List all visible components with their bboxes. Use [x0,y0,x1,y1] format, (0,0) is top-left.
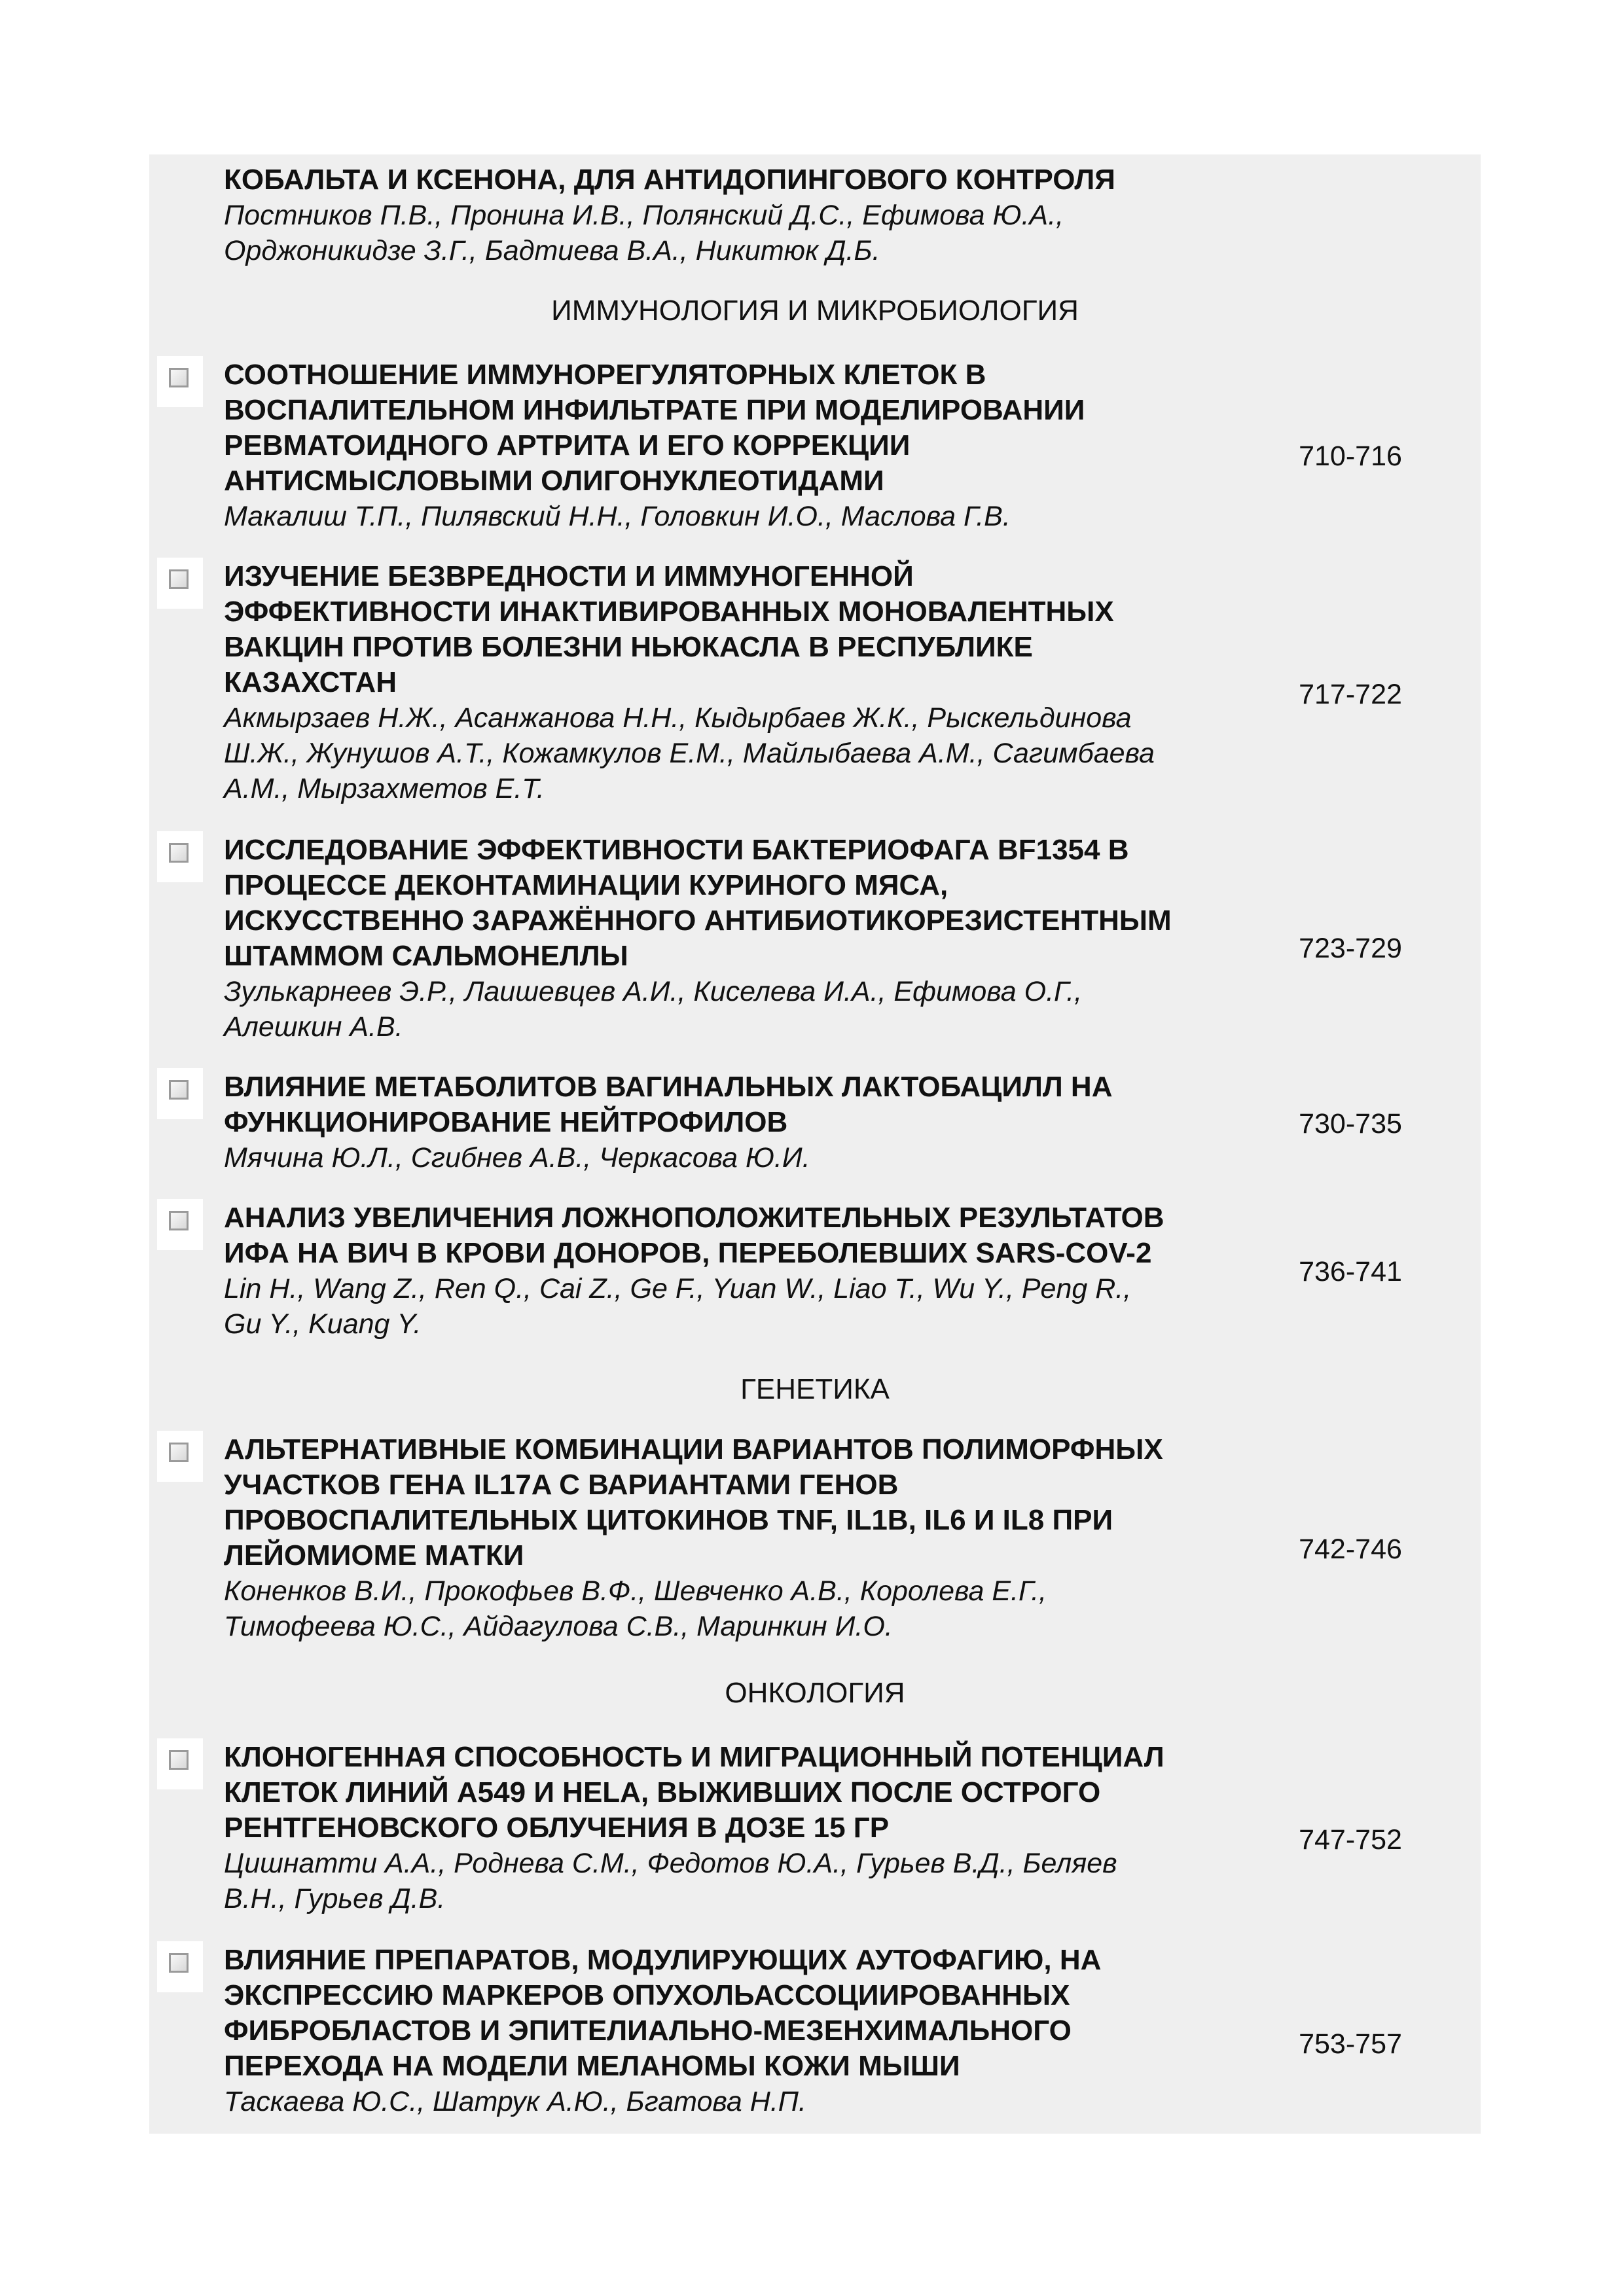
entry-authors-line: Мячина Ю.Л., Сгибнев А.В., Черкасова Ю.И. [224,1142,810,1174]
entry-pages: 747-752 [1299,1824,1402,1856]
entry-pages: 730-735 [1299,1108,1402,1139]
checkbox-icon [169,1443,189,1462]
entry-title-line[interactable]: ПЕРЕХОДА НА МОДЕЛИ МЕЛАНОМЫ КОЖИ МЫШИ [224,2050,960,2082]
entry-title-line[interactable]: ИЗУЧЕНИЕ БЕЗВРЕДНОСТИ И ИММУНОГЕННОЙ [224,560,914,592]
section-heading-genetics: ГЕНЕТИКА [740,1373,890,1405]
entry-checkbox[interactable] [157,1738,203,1789]
entry-checkbox[interactable] [157,558,203,609]
entry-authors-line: Lin H., Wang Z., Ren Q., Cai Z., Ge F., Yuan W., Liao T., Wu Y., Peng R., [224,1273,1132,1304]
entry-authors-line: Орджоникидзе З.Г., Бадтиева В.А., Никитюк Д.Б. [224,235,880,266]
entry-title-line[interactable]: ВЛИЯНИЕ МЕТАБОЛИТОВ ВАГИНАЛЬНЫХ ЛАКТОБАЦИЛЛ НА [224,1071,1113,1103]
entry-title-line[interactable]: ФИБРОБЛАСТОВ И ЭПИТЕЛИАЛЬНО-МЕЗЕНХИМАЛЬНОГО [224,2015,1072,2047]
entry-title-line[interactable]: КАЗАХСТАН [224,666,397,698]
entry-authors-line: Ш.Ж., Жунушов А.Т., Кожамкулов Е.М., Майлыбаева А.М., Сагимбаева [224,738,1155,769]
entry-title-line[interactable]: ИСКУССТВЕННО ЗАРАЖЁННОГО АНТИБИОТИКОРЕЗИСТЕНТНЫМ [224,905,1172,937]
entry-authors-line: Постников П.В., Пронина И.В., Полянский Д.С., Ефимова Ю.А., [224,200,1064,231]
entry-title-line[interactable]: УЧАСТКОВ ГЕНА IL17A С ВАРИАНТАМИ ГЕНОВ [224,1469,899,1501]
section-heading-oncology: ОНКОЛОГИЯ [725,1677,905,1709]
entry-text [224,559,1389,806]
entry-text [224,1943,1389,2119]
checkbox-icon [169,368,189,387]
entry-authors-line: Таскаева Ю.С., Шатрук А.Ю., Бгатова Н.П. [224,2086,806,2117]
entry-title-line[interactable]: АЛЬТЕРНАТИВНЫЕ КОМБИНАЦИИ ВАРИАНТОВ ПОЛИМОРФНЫХ [224,1433,1163,1465]
entry-title-line[interactable]: ФУНКЦИОНИРОВАНИЕ НЕЙТРОФИЛОВ [224,1106,788,1138]
entry-authors-line: Зулькарнеев Э.Р., Лаишевцев А.И., Киселева И.А., Ефимова О.Г., [224,976,1083,1007]
entry-title-line[interactable]: ЭФФЕКТИВНОСТИ ИНАКТИВИРОВАННЫХ МОНОВАЛЕНТНЫХ [224,596,1114,628]
entry-title-line[interactable]: РЕВМАТОИДНОГО АРТРИТА И ЕГО КОРРЕКЦИИ [224,429,911,461]
entry-title-line[interactable]: АНАЛИЗ УВЕЛИЧЕНИЯ ЛОЖНОПОЛОЖИТЕЛЬНЫХ РЕЗУЛЬТАТОВ [224,1202,1164,1234]
entry-pages: 753-757 [1299,2028,1402,2060]
entry-title-line[interactable]: ШТАММОМ САЛЬМОНЕЛЛЫ [224,940,628,972]
entry-pages: 736-741 [1299,1256,1402,1287]
entry-title-line[interactable]: РЕНТГЕНОВСКОГО ОБЛУЧЕНИЯ В ДОЗЕ 15 ГР [224,1812,890,1844]
entry-title-line[interactable]: СООТНОШЕНИЕ ИММУНОРЕГУЛЯТОРНЫХ КЛЕТОК В [224,359,986,391]
entry-text [224,162,1389,268]
checkbox-icon [169,1211,189,1230]
entry-authors-line: Коненков В.И., Прокофьев В.Ф., Шевченко А.В., Королева Е.Г., [224,1575,1047,1607]
entry-authors-line: В.Н., Гурьев Д.В. [224,1883,446,1914]
entry-pages: 717-722 [1299,679,1402,710]
entry-title-line[interactable]: ВЛИЯНИЕ ПРЕПАРАТОВ, МОДУЛИРУЮЩИХ АУТОФАГИЮ, НА [224,1944,1102,1976]
entry-authors-line: Алешкин А.В. [224,1011,403,1043]
entry-authors-line: Макалиш Т.П., Пилявский Н.Н., Головкин И.О., Маслова Г.В. [224,501,1011,532]
entry-title-line[interactable]: ИССЛЕДОВАНИЕ ЭФФЕКТИВНОСТИ БАКТЕРИОФАГА BF1354 В [224,834,1129,866]
entry-title-line[interactable]: ИФА НА ВИЧ В КРОВИ ДОНОРОВ, ПЕРЕБОЛЕВШИХ SARS-COV-2 [224,1237,1152,1269]
entry-checkbox[interactable] [157,831,203,882]
entry-authors-line: Цишнатти А.А., Роднева С.М., Федотов Ю.А., Гурьев В.Д., Беляев [224,1848,1117,1879]
entry-title-line[interactable]: ЭКСПРЕССИЮ МАРКЕРОВ ОПУХОЛЬАССОЦИИРОВАННЫХ [224,1979,1070,2011]
entry-text [224,1069,1389,1175]
section-heading-immunology: ИММУНОЛОГИЯ И МИКРОБИОЛОГИЯ [551,295,1079,327]
entry-authors-line: Тимофеева Ю.С., Айдагулова С.В., Маринкин И.О. [224,1611,893,1642]
entry-text [224,1740,1389,1916]
entry-text [224,833,1389,1045]
entry-title-line[interactable]: КЛЕТОК ЛИНИЙ А549 И HELA, ВЫЖИВШИХ ПОСЛЕ ОСТРОГО [224,1776,1101,1808]
entry-authors-line: Акмырзаев Н.Ж., Асанжанова Н.Н., Кыдырбаев Ж.К., Рыскельдинова [224,702,1132,734]
table-of-contents-panel [149,154,1481,2134]
checkbox-icon [169,1080,189,1100]
entry-title-line[interactable]: ПРОЦЕССЕ ДЕКОНТАМИНАЦИИ КУРИНОГО МЯСА, [224,869,948,901]
checkbox-icon [169,1750,189,1770]
entry-checkbox[interactable] [157,356,203,407]
entry-checkbox[interactable] [157,1068,203,1119]
entry-pages: 710-716 [1299,440,1402,472]
entry-authors-line: А.М., Мырзахметов Е.Т. [224,773,545,804]
entry-title-line[interactable]: ЛЕЙОМИОМЕ МАТКИ [224,1539,524,1571]
entry-checkbox[interactable] [157,1431,203,1482]
entry-title-line[interactable]: КЛОНОГЕННАЯ СПОСОБНОСТЬ И МИГРАЦИОННЫЙ ПОТЕНЦИАЛ [224,1741,1164,1773]
entry-authors-line: Gu Y., Kuang Y. [224,1308,422,1340]
entry-pages: 742-746 [1299,1534,1402,1565]
entry-title-line: КОБАЛЬТА И КСЕНОНА, ДЛЯ АНТИДОПИНГОВОГО КОНТРОЛЯ [224,164,1115,196]
entry-title-line[interactable]: АНТИСМЫСЛОВЫМИ ОЛИГОНУКЛЕОТИДАМИ [224,465,884,497]
checkbox-icon [169,1953,189,1973]
entry-title-line[interactable]: ВАКЦИН ПРОТИВ БОЛЕЗНИ НЬЮКАСЛА В РЕСПУБЛИКЕ [224,631,1033,663]
entry-title-line[interactable]: ВОСПАЛИТЕЛЬНОМ ИНФИЛЬТРАТЕ ПРИ МОДЕЛИРОВАНИИ [224,394,1085,426]
entry-text [224,1432,1389,1644]
entry-checkbox[interactable] [157,1941,203,1992]
entry-title-line[interactable]: ПРОВОСПАЛИТЕЛЬНЫХ ЦИТОКИНОВ TNF, IL1B, IL6 И IL8 ПРИ [224,1504,1113,1536]
entry-pages: 723-729 [1299,933,1402,964]
entry-checkbox[interactable] [157,1199,203,1250]
checkbox-icon [169,569,189,589]
entry-text [224,1200,1389,1342]
checkbox-icon [169,843,189,863]
entry-text [224,357,1389,534]
